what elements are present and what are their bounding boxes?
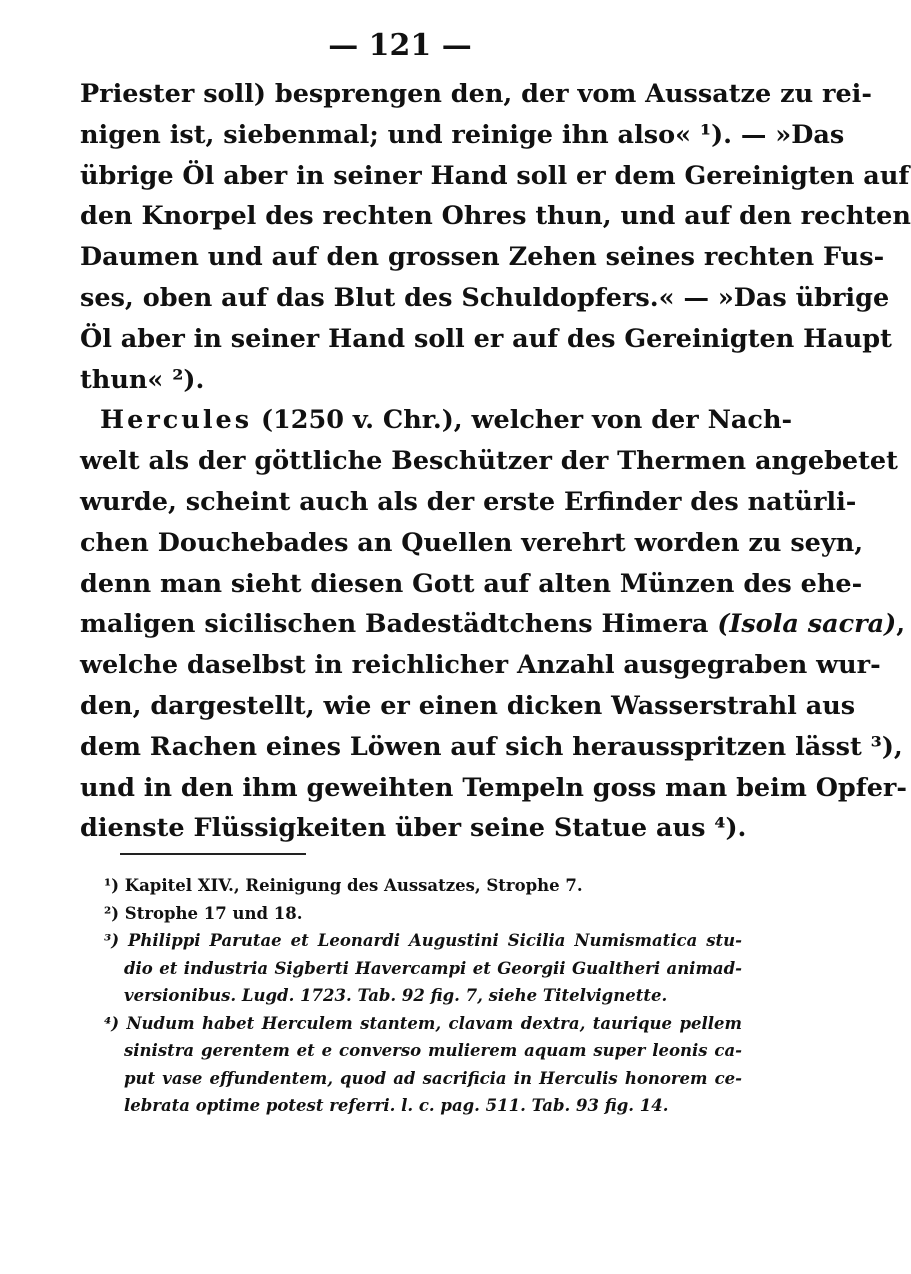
footnotes [104, 872, 742, 1120]
text-line: ses, oben auf das Blut des Schuldopfers.« — »Das übrige [80, 282, 890, 313]
text-line: dienste Flüssigkeiten über seine Statue aus ⁴). [80, 813, 747, 844]
text-line: den, dargestellt, wie er einen dicken Wasserstrahl aus [80, 690, 856, 721]
text-line: den Knorpel des rechten Ohres thun, und auf den rechten [80, 201, 911, 232]
text-line: Öl aber in seiner Hand soll er auf des Gereinigten Haupt [80, 323, 892, 354]
text-line: Priester soll) besprengen den, der vom Aussatze zu rei- [80, 79, 872, 109]
text-line: Daumen und auf den grossen Zehen seines rechten Fus- [80, 242, 885, 273]
text-line: chen Douchebades an Quellen verehrt worden zu seyn, [80, 527, 864, 558]
footnote-3: ³) Philippi Parutae et Leonardi Augustini Sicilia Numismatica stu- [104, 931, 742, 950]
text-line: wurde, scheint auch als der erste Erfinder des natürli- [80, 486, 857, 517]
paragraph-start-line: Hercules (1250 v. Chr.), welcher von der Nach- [100, 405, 793, 436]
footnote-4-continuation: put vase effundentem, quod ad sacrificia in Herculis honorem ce- [124, 1068, 742, 1088]
footnote-3-continuation: versionibus. Lugd. 1723. Tab. 92 fig. 7, siehe Titelvignette. [124, 986, 668, 1005]
text-line: denn man sieht diesen Gott auf alten Münzen des ehe- [80, 568, 863, 599]
page-number: — 121 — [328, 28, 472, 63]
text-line: dem Rachen eines Löwen auf sich herausspritzen lässt ³), [80, 731, 903, 762]
footnote-4-continuation: lebrata optime potest referri. l. c. pag. 511. Tab. 93 fig. 14. [124, 1096, 669, 1115]
footnote-2: ²) Strophe 17 und 18. [104, 903, 303, 923]
body-text [80, 74, 911, 849]
text-line: welt als der göttliche Beschützer der Thermen angebetet [80, 446, 898, 477]
text-line: maligen sicilischen Badestädtchens Himera (Isola sacra), [80, 609, 906, 640]
footnote-4: ⁴) Nudum habet Herculem stantem, clavam dextra, taurique pellem [104, 1013, 742, 1033]
text-line: thun« ²). [80, 364, 205, 395]
footnote-divider [120, 853, 306, 855]
text-line: übrige Öl aber in seiner Hand soll er dem Gereinigten auf [80, 160, 910, 191]
footnote-1: ¹) Kapitel XIV., Reinigung des Aussatzes, Strophe 7. [104, 876, 583, 895]
spaced-name: Hercules [100, 405, 253, 436]
text-line: welche daselbst in reichlicher Anzahl ausgegraben wur- [80, 650, 881, 681]
footnote-4-continuation: sinistra gerentem et e converso mulierem aquam super leonis ca- [124, 1041, 742, 1060]
italic-phrase: (Isola sacra) [717, 609, 897, 640]
text-line: und in den ihm geweihten Tempeln goss man beim Opfer- [80, 772, 907, 803]
text-line: nigen ist, siebenmal; und reinige ihn also« ¹). — »Das [80, 119, 845, 150]
footnote-3-continuation: dio et industria Sigberti Havercampi et Georgii Gualtheri animad- [124, 958, 742, 978]
